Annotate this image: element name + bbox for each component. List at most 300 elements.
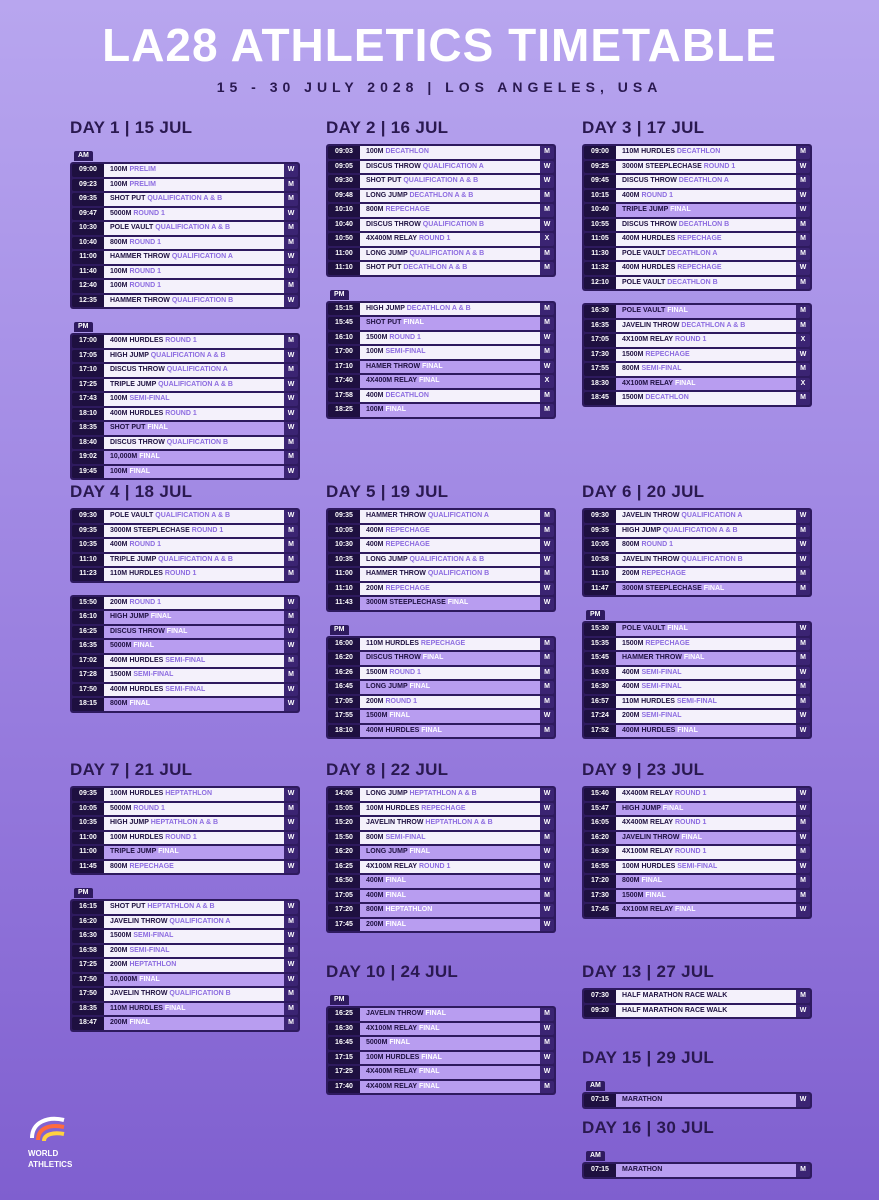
event-phase: SEMI-FINAL <box>385 348 426 355</box>
event-time: 11:23 <box>72 568 104 581</box>
event-phase: HEPTATHLON <box>129 961 177 968</box>
event-row <box>328 667 554 680</box>
event-gender: W <box>796 262 810 275</box>
event-row <box>328 904 554 917</box>
event-gender: W <box>796 861 810 874</box>
event-discipline: 800M <box>622 877 640 884</box>
event-time: 17:00 <box>328 346 360 359</box>
event-gender: M <box>284 916 298 929</box>
event-time: 11:00 <box>328 568 360 581</box>
event-gender: W <box>284 208 298 221</box>
event-time: 10:10 <box>328 204 360 217</box>
event-gender: M <box>796 525 810 538</box>
event-gender: W <box>284 788 298 801</box>
event-gender: W <box>284 974 298 987</box>
event-row <box>328 696 554 709</box>
event-name <box>104 626 284 639</box>
event-name <box>104 554 284 567</box>
event-time: 17:10 <box>72 364 104 377</box>
day-title: DAY 9 | 23 JUL <box>582 760 705 779</box>
event-time: 16:50 <box>328 875 360 888</box>
event-gender: M <box>284 179 298 192</box>
event-row <box>72 901 298 914</box>
event-discipline: DISCUS THROW <box>366 162 421 170</box>
event-gender: W <box>540 161 554 174</box>
event-discipline: 1500M <box>110 671 132 678</box>
event-gender: M <box>796 990 810 1003</box>
event-phase: QUALIFICATION A <box>422 162 484 170</box>
event-row <box>584 667 810 680</box>
day-block <box>582 482 812 745</box>
event-gender: W <box>284 861 298 874</box>
event-row <box>584 204 810 217</box>
event-time: 17:28 <box>72 669 104 682</box>
event-name <box>360 233 540 246</box>
event-discipline: 400M HURDLES <box>366 726 420 734</box>
event-row <box>72 408 298 421</box>
event-gender: W <box>540 710 554 723</box>
event-phase: HEPTATHLON A & B <box>409 790 477 797</box>
event-discipline: 400M HURDLES <box>622 264 676 271</box>
event-name <box>616 1094 796 1107</box>
event-row <box>72 208 298 221</box>
event-name <box>360 510 540 523</box>
event-row <box>328 161 554 174</box>
event-row <box>72 466 298 479</box>
event-name <box>360 175 540 188</box>
event-row <box>584 378 810 391</box>
day-title: DAY 5 | 19 JUL <box>326 482 449 501</box>
event-time: 10:05 <box>584 539 616 552</box>
event-name <box>360 1081 540 1094</box>
session-group <box>326 508 556 612</box>
event-discipline: 400M HURDLES <box>622 726 676 734</box>
event-discipline: 110M HURDLES <box>110 1004 163 1012</box>
event-discipline: 1500M <box>622 639 644 647</box>
event-name <box>616 146 796 159</box>
event-time: 17:05 <box>328 696 360 709</box>
event-phase: FINAL <box>389 1039 410 1046</box>
event-row <box>584 161 810 174</box>
event-time: 16:03 <box>584 667 616 680</box>
event-name <box>104 451 284 464</box>
event-gender: W <box>284 832 298 845</box>
event-row <box>72 451 298 464</box>
day-block <box>582 1048 812 1115</box>
event-phase: DECATHLON <box>676 148 721 155</box>
event-time: 16:20 <box>328 652 360 665</box>
event-row <box>328 1023 554 1036</box>
event-row <box>584 1094 810 1107</box>
event-gender: M <box>540 652 554 665</box>
event-row <box>584 904 810 917</box>
event-discipline: HAMMER THROW <box>366 512 426 519</box>
event-phase: FINAL <box>385 891 407 899</box>
event-phase: QUALIFICATION B <box>169 990 231 997</box>
event-phase: DECATHLON A & B <box>403 264 468 271</box>
event-discipline: 4X400M RELAY <box>366 377 417 384</box>
event-discipline: 3000M STEEPLECHASE <box>622 162 702 170</box>
event-discipline: 4X100M RELAY <box>622 336 673 343</box>
event-gender: W <box>540 219 554 232</box>
event-gender: M <box>540 510 554 523</box>
event-discipline: HIGH JUMP <box>110 351 149 359</box>
event-name <box>360 539 540 552</box>
event-time: 17:40 <box>328 375 360 388</box>
event-time: 10:50 <box>328 233 360 246</box>
event-row <box>584 623 810 636</box>
event-discipline: POLE VAULT <box>622 307 666 314</box>
event-discipline: 10,000M <box>110 453 138 460</box>
event-discipline: 5000M <box>366 1039 388 1046</box>
event-time: 16:55 <box>584 861 616 874</box>
event-phase: FINAL <box>385 406 407 413</box>
event-time: 10:58 <box>584 554 616 567</box>
event-gender: M <box>540 1081 554 1094</box>
event-row <box>328 597 554 610</box>
event-discipline: 200M <box>110 946 128 954</box>
event-discipline: 110M HURDLES <box>622 148 675 155</box>
event-time: 17:50 <box>72 988 104 1001</box>
event-name <box>104 698 284 711</box>
event-row <box>72 684 298 697</box>
world-athletics-logo-icon <box>28 1112 68 1142</box>
event-time: 11:30 <box>584 248 616 261</box>
event-phase: QUALIFICATION A <box>171 253 233 260</box>
event-row <box>72 959 298 972</box>
event-time: 09:35 <box>584 525 616 538</box>
event-time: 15:45 <box>328 317 360 330</box>
event-gender: W <box>540 817 554 830</box>
event-discipline: 400M <box>110 541 128 548</box>
event-name <box>104 510 284 523</box>
event-name <box>104 295 284 308</box>
event-gender: M <box>796 175 810 188</box>
event-phase: QUALIFICATION A & B <box>158 555 233 563</box>
event-name <box>104 568 284 581</box>
event-name <box>616 525 796 538</box>
event-discipline: 100M HURDLES <box>366 1053 420 1061</box>
event-name <box>616 667 796 680</box>
event-row <box>72 803 298 816</box>
event-phase: FINAL <box>139 453 160 460</box>
event-time: 17:02 <box>72 655 104 668</box>
event-row <box>72 597 298 610</box>
event-phase: ROUND 1 <box>129 267 161 275</box>
event-row <box>328 332 554 345</box>
event-discipline: 400M HURDLES <box>110 656 164 664</box>
event-row <box>72 861 298 874</box>
event-row <box>72 611 298 624</box>
event-phase: FINAL <box>129 1019 151 1026</box>
event-time: 09:30 <box>584 510 616 523</box>
event-row <box>328 1066 554 1079</box>
event-name <box>104 832 284 845</box>
event-row <box>584 638 810 651</box>
day-block <box>326 962 556 1101</box>
event-time: 09:47 <box>72 208 104 221</box>
event-gender: X <box>540 375 554 388</box>
event-row <box>584 803 810 816</box>
event-gender: M <box>796 681 810 694</box>
event-time: 09:35 <box>72 193 104 206</box>
event-name <box>104 251 284 264</box>
event-time: 17:45 <box>584 904 616 917</box>
event-time: 16:20 <box>328 846 360 859</box>
day-title: DAY 1 | 15 JUL <box>70 118 193 137</box>
event-phase: QUALIFICATION A & B <box>662 526 738 534</box>
session-group <box>70 595 300 713</box>
event-row <box>72 832 298 845</box>
event-time: 07:15 <box>584 1164 616 1177</box>
event-row <box>584 832 810 845</box>
event-name <box>616 190 796 203</box>
event-name <box>360 248 540 261</box>
event-row <box>72 916 298 929</box>
event-phase: ROUND 1 <box>641 191 673 199</box>
event-time: 14:05 <box>328 788 360 801</box>
event-time: 10:05 <box>328 525 360 538</box>
event-gender: M <box>284 222 298 235</box>
event-gender: X <box>796 334 810 347</box>
event-gender: W <box>540 175 554 188</box>
event-phase: SEMI-FINAL <box>165 685 206 693</box>
event-time: 11:10 <box>584 568 616 581</box>
event-phase: ROUND 1 <box>418 862 451 870</box>
event-row <box>328 404 554 417</box>
event-time: 16:00 <box>328 638 360 651</box>
event-time: 16:05 <box>584 817 616 830</box>
event-gender: M <box>796 219 810 232</box>
event-phase: QUALIFICATION A <box>169 917 231 925</box>
event-phase: QUALIFICATION A <box>166 366 228 373</box>
event-name <box>360 681 540 694</box>
event-discipline: DISCUS THROW <box>366 654 421 661</box>
event-phase: SEMI-FINAL <box>129 946 170 954</box>
event-name <box>104 959 284 972</box>
event-name <box>360 404 540 417</box>
event-discipline: 1500M <box>366 333 388 341</box>
event-row <box>328 803 554 816</box>
event-discipline: 800M <box>110 862 128 870</box>
event-phase: ROUND 1 <box>129 541 161 548</box>
event-gender: W <box>796 554 810 567</box>
event-phase: SEMI-FINAL <box>641 712 682 719</box>
event-time: 09:35 <box>328 510 360 523</box>
event-gender: W <box>540 846 554 859</box>
event-name <box>104 335 284 348</box>
event-phase: FINAL <box>703 584 725 592</box>
day-title: DAY 6 | 20 JUL <box>582 482 705 501</box>
session-group <box>70 333 300 480</box>
event-phase: ROUND 1 <box>191 526 224 534</box>
event-discipline: JAVELIN THROW <box>622 512 680 519</box>
event-discipline: 200M <box>110 961 128 968</box>
event-discipline: 400M <box>366 391 384 399</box>
event-row <box>72 193 298 206</box>
event-time: 18:25 <box>328 404 360 417</box>
event-phase: QUALIFICATION B <box>681 555 743 563</box>
event-time: 18:47 <box>72 1017 104 1030</box>
event-name <box>104 1017 284 1030</box>
event-name <box>616 334 796 347</box>
event-row <box>328 652 554 665</box>
event-phase: REPECHAGE <box>677 264 722 271</box>
event-gender: M <box>540 525 554 538</box>
event-discipline: 4X100M RELAY <box>622 379 673 387</box>
event-phase: SEMI-FINAL <box>385 833 426 841</box>
event-phase: QUALIFICATION A <box>427 512 489 519</box>
event-name <box>616 875 796 888</box>
event-phase: QUALIFICATION B <box>427 570 490 577</box>
event-phase: HEPTATHLON <box>165 790 213 797</box>
event-discipline: DISCUS THROW <box>110 627 165 635</box>
event-name <box>616 262 796 275</box>
event-name <box>104 817 284 830</box>
event-name <box>616 554 796 567</box>
event-discipline: 200M <box>622 712 640 719</box>
event-name <box>104 988 284 1001</box>
event-discipline: 400M HURDLES <box>110 409 164 417</box>
event-name <box>360 1052 540 1065</box>
event-time: 09:35 <box>72 788 104 801</box>
event-discipline: 4X400M RELAY <box>622 819 673 826</box>
event-discipline: 10,000M <box>110 975 138 983</box>
event-discipline: 400M <box>622 683 640 690</box>
session-group <box>582 1092 812 1109</box>
event-discipline: LONG JUMP <box>366 555 408 563</box>
event-row <box>328 832 554 845</box>
event-discipline: DISCUS THROW <box>622 177 677 184</box>
event-name <box>616 652 796 665</box>
event-time: 11:32 <box>584 262 616 275</box>
event-gender: W <box>796 539 810 552</box>
event-time: 10:35 <box>72 539 104 552</box>
event-row <box>584 146 810 159</box>
event-row <box>328 583 554 596</box>
event-phase: HEPTATHLON <box>385 906 433 913</box>
event-time: 17:10 <box>328 361 360 374</box>
event-discipline: SHOT PUT <box>110 424 146 431</box>
event-discipline: SHOT PUT <box>366 319 402 326</box>
event-time: 16:30 <box>584 681 616 694</box>
event-discipline: 4X400M RELAY <box>366 235 417 242</box>
event-discipline: MARATHON <box>622 1166 663 1173</box>
event-name <box>104 669 284 682</box>
event-gender: M <box>796 583 810 596</box>
event-name <box>616 583 796 596</box>
event-phase: REPECHAGE <box>385 541 430 548</box>
event-time: 09:00 <box>584 146 616 159</box>
event-name <box>360 161 540 174</box>
event-row <box>72 525 298 538</box>
event-phase: HEPTATHLON A & B <box>150 819 219 826</box>
event-discipline: POLE VAULT <box>622 625 666 632</box>
event-row <box>584 788 810 801</box>
event-phase: FINAL <box>133 642 154 649</box>
event-time: 10:40 <box>584 204 616 217</box>
event-discipline: 200M <box>366 584 384 592</box>
event-time: 11:00 <box>72 846 104 859</box>
event-gender: M <box>284 568 298 581</box>
event-name <box>104 930 284 943</box>
event-name <box>616 510 796 523</box>
event-gender: M <box>540 725 554 738</box>
event-name <box>616 233 796 246</box>
event-time: 12:40 <box>72 280 104 293</box>
event-discipline: DISCUS THROW <box>110 438 165 446</box>
event-discipline: 1500M <box>622 350 644 358</box>
event-time: 11:45 <box>72 861 104 874</box>
event-time: 17:24 <box>584 710 616 723</box>
event-time: 15:40 <box>584 788 616 801</box>
event-name <box>616 1005 796 1018</box>
event-gender: W <box>284 640 298 653</box>
event-phase: DECATHLON B <box>678 220 730 228</box>
event-gender: W <box>540 1052 554 1065</box>
event-row <box>328 890 554 903</box>
event-name <box>360 317 540 330</box>
event-name <box>360 803 540 816</box>
event-discipline: 800M <box>366 833 384 841</box>
event-name <box>360 710 540 723</box>
event-row <box>584 539 810 552</box>
event-gender: M <box>284 335 298 348</box>
event-name <box>616 248 796 261</box>
event-name <box>104 539 284 552</box>
event-name <box>104 788 284 801</box>
event-gender: W <box>284 350 298 363</box>
event-row <box>328 919 554 932</box>
event-name <box>360 554 540 567</box>
event-time: 12:35 <box>72 295 104 308</box>
event-phase: FINAL <box>674 379 696 387</box>
event-discipline: 400M HURDLES <box>622 235 676 242</box>
event-row <box>72 655 298 668</box>
event-discipline: 1500M <box>622 394 644 401</box>
event-phase: ROUND 1 <box>165 833 197 841</box>
event-time: 15:05 <box>328 803 360 816</box>
event-discipline: 3000M STEEPLECHASE <box>366 599 446 606</box>
event-discipline: JAVELIN THROW <box>110 917 168 925</box>
event-discipline: POLE VAULT <box>110 224 154 231</box>
event-gender: M <box>284 945 298 958</box>
event-row <box>328 861 554 874</box>
event-time: 18:45 <box>584 392 616 405</box>
session-group <box>326 636 556 740</box>
session-group <box>582 303 812 407</box>
event-name <box>104 222 284 235</box>
event-discipline: 100M <box>110 166 128 173</box>
event-name <box>104 803 284 816</box>
event-time: 10:05 <box>72 803 104 816</box>
event-time: 11:40 <box>72 266 104 279</box>
event-row <box>72 350 298 363</box>
event-phase: FINAL <box>683 654 705 661</box>
event-time: 15:50 <box>72 597 104 610</box>
event-discipline: 400M <box>366 526 384 534</box>
event-discipline: POLE VAULT <box>110 512 154 519</box>
event-gender: M <box>284 437 298 450</box>
event-time: 17:00 <box>72 335 104 348</box>
event-phase: QUALIFICATION A & B <box>150 351 226 359</box>
event-phase: SEMI-FINAL <box>165 656 206 664</box>
event-row <box>584 861 810 874</box>
event-gender: W <box>284 408 298 421</box>
event-row <box>328 525 554 538</box>
event-discipline: HAMER THROW <box>366 362 421 370</box>
event-discipline: 4X100M RELAY <box>366 862 417 870</box>
